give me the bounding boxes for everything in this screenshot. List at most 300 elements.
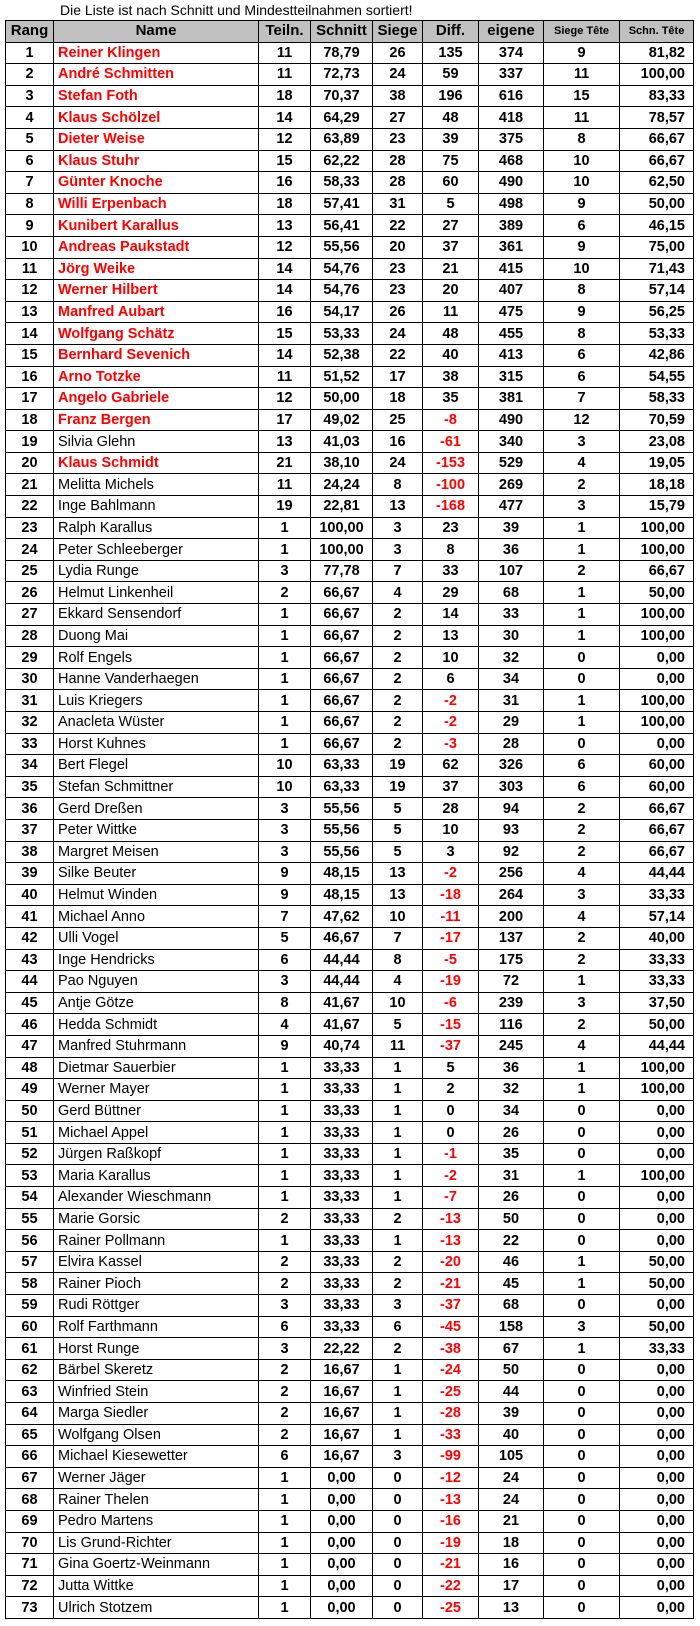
name-cell: Arno Totzke — [54, 366, 259, 388]
rang-cell: 3 — [6, 85, 54, 107]
eigene-cell: 92 — [479, 841, 544, 863]
schn-tete-cell: 0,00 — [620, 733, 694, 755]
siege-cell: 16 — [373, 431, 423, 453]
siege-tete-cell: 10 — [544, 172, 620, 194]
siege-cell: 3 — [373, 1295, 423, 1317]
schn-tete-cell: 44,44 — [620, 863, 694, 885]
schnitt-cell: 48,15 — [311, 863, 373, 885]
schnitt-cell: 54,76 — [311, 258, 373, 280]
schnitt-cell: 16,67 — [311, 1446, 373, 1468]
schnitt-cell: 0,00 — [311, 1575, 373, 1597]
diff-cell: -13 — [423, 1230, 479, 1252]
schn-tete-cell: 100,00 — [620, 625, 694, 647]
schnitt-cell: 63,33 — [311, 776, 373, 798]
teiln-cell: 1 — [259, 1165, 311, 1187]
eigene-cell: 94 — [479, 798, 544, 820]
eigene-cell: 28 — [479, 733, 544, 755]
rang-cell: 12 — [6, 280, 54, 302]
diff-cell: -19 — [423, 1532, 479, 1554]
schnitt-cell: 66,67 — [311, 733, 373, 755]
table-row — [6, 604, 694, 626]
table-row — [6, 733, 694, 755]
siege-cell: 5 — [373, 819, 423, 841]
schnitt-cell: 62,22 — [311, 150, 373, 172]
eigene-cell: 361 — [479, 236, 544, 258]
diff-cell: -17 — [423, 927, 479, 949]
table-row — [6, 517, 694, 539]
siege-cell: 1 — [373, 1122, 423, 1144]
table-row — [6, 1554, 694, 1576]
teiln-cell: 2 — [259, 1251, 311, 1273]
teiln-cell: 1 — [259, 1143, 311, 1165]
siege-cell: 7 — [373, 560, 423, 582]
table-row — [6, 172, 694, 194]
eigene-cell: 239 — [479, 992, 544, 1014]
siege-tete-cell: 9 — [544, 42, 620, 64]
schnitt-cell: 24,24 — [311, 474, 373, 496]
schn-tete-cell: 15,79 — [620, 496, 694, 518]
diff-cell: 5 — [423, 193, 479, 215]
name-cell: Manfred Stuhrmann — [54, 1035, 259, 1057]
diff-cell: 48 — [423, 323, 479, 345]
schn-tete-cell: 50,00 — [620, 193, 694, 215]
rang-cell: 61 — [6, 1338, 54, 1360]
diff-cell: 20 — [423, 280, 479, 302]
siege-tete-cell: 1 — [544, 625, 620, 647]
schn-tete-cell: 66,67 — [620, 128, 694, 150]
schnitt-cell: 70,37 — [311, 85, 373, 107]
teiln-cell: 1 — [259, 1057, 311, 1079]
schnitt-cell: 55,56 — [311, 236, 373, 258]
siege-cell: 38 — [373, 85, 423, 107]
schn-tete-cell: 0,00 — [620, 1100, 694, 1122]
teiln-cell: 3 — [259, 560, 311, 582]
name-cell: Inge Hendricks — [54, 949, 259, 971]
eigene-cell: 418 — [479, 107, 544, 129]
eigene-cell: 50 — [479, 1359, 544, 1381]
eigene-cell: 337 — [479, 64, 544, 86]
rang-cell: 69 — [6, 1510, 54, 1532]
teiln-cell: 1 — [259, 647, 311, 669]
teiln-cell: 1 — [259, 1122, 311, 1144]
table-row — [6, 64, 694, 86]
name-cell: Horst Kuhnes — [54, 733, 259, 755]
eigene-cell: 36 — [479, 539, 544, 561]
siege-tete-cell: 0 — [544, 1381, 620, 1403]
diff-cell: 75 — [423, 150, 479, 172]
teiln-cell: 1 — [259, 1230, 311, 1252]
name-cell: Klaus Schölzel — [54, 107, 259, 129]
eigene-cell: 245 — [479, 1035, 544, 1057]
schn-tete-cell: 50,00 — [620, 582, 694, 604]
schnitt-cell: 16,67 — [311, 1359, 373, 1381]
eigene-cell: 137 — [479, 927, 544, 949]
schn-tete-cell: 0,00 — [620, 1403, 694, 1425]
schnitt-cell: 33,33 — [311, 1165, 373, 1187]
diff-cell: -25 — [423, 1381, 479, 1403]
schnitt-cell: 55,56 — [311, 798, 373, 820]
siege-cell: 24 — [373, 64, 423, 86]
name-cell: Gina Goertz-Weinmann — [54, 1554, 259, 1576]
col-header-schn-tete: Schn. Tête — [620, 21, 694, 43]
siege-tete-cell: 4 — [544, 863, 620, 885]
diff-cell: -28 — [423, 1403, 479, 1425]
teiln-cell: 21 — [259, 452, 311, 474]
schnitt-cell: 66,67 — [311, 690, 373, 712]
eigene-cell: 175 — [479, 949, 544, 971]
name-cell: Bernhard Sevenich — [54, 344, 259, 366]
schn-tete-cell: 50,00 — [620, 1316, 694, 1338]
schnitt-cell: 66,67 — [311, 712, 373, 734]
name-cell: Stefan Foth — [54, 85, 259, 107]
rang-cell: 51 — [6, 1122, 54, 1144]
rang-cell: 5 — [6, 128, 54, 150]
rang-cell: 63 — [6, 1381, 54, 1403]
schnitt-cell: 16,67 — [311, 1403, 373, 1425]
schnitt-cell: 0,00 — [311, 1467, 373, 1489]
diff-cell: -61 — [423, 431, 479, 453]
rang-cell: 14 — [6, 323, 54, 345]
table-row — [6, 452, 694, 474]
name-cell: Michael Kiesewetter — [54, 1446, 259, 1468]
table-row — [6, 927, 694, 949]
rang-cell: 21 — [6, 474, 54, 496]
teiln-cell: 1 — [259, 1187, 311, 1209]
rang-cell: 67 — [6, 1467, 54, 1489]
schnitt-cell: 33,33 — [311, 1295, 373, 1317]
name-cell: Helmut Linkenheil — [54, 582, 259, 604]
rang-cell: 68 — [6, 1489, 54, 1511]
table-row — [6, 409, 694, 431]
rang-cell: 41 — [6, 906, 54, 928]
table-row — [6, 863, 694, 885]
table-row — [6, 193, 694, 215]
table-row — [6, 1273, 694, 1295]
siege-tete-cell: 0 — [544, 1295, 620, 1317]
schnitt-cell: 77,78 — [311, 560, 373, 582]
siege-tete-cell: 1 — [544, 712, 620, 734]
name-cell: Silvia Glehn — [54, 431, 259, 453]
table-row — [6, 1316, 694, 1338]
table-row — [6, 1014, 694, 1036]
eigene-cell: 13 — [479, 1597, 544, 1619]
schnitt-cell: 66,67 — [311, 582, 373, 604]
siege-tete-cell: 2 — [544, 560, 620, 582]
teiln-cell: 3 — [259, 1295, 311, 1317]
rang-cell: 19 — [6, 431, 54, 453]
diff-cell: -37 — [423, 1035, 479, 1057]
rang-cell: 57 — [6, 1251, 54, 1273]
schn-tete-cell: 0,00 — [620, 1554, 694, 1576]
col-header-siege-tete: Siege Tête — [544, 21, 620, 43]
teiln-cell: 1 — [259, 712, 311, 734]
siege-tete-cell: 1 — [544, 582, 620, 604]
table-row — [6, 1381, 694, 1403]
diff-cell: -24 — [423, 1359, 479, 1381]
eigene-cell: 413 — [479, 344, 544, 366]
siege-tete-cell: 11 — [544, 107, 620, 129]
siege-cell: 17 — [373, 366, 423, 388]
name-cell: Werner Hilbert — [54, 280, 259, 302]
siege-cell: 2 — [373, 690, 423, 712]
teiln-cell: 1 — [259, 1467, 311, 1489]
table-row — [6, 1597, 694, 1619]
siege-cell: 3 — [373, 1446, 423, 1468]
rang-cell: 18 — [6, 409, 54, 431]
rang-cell: 16 — [6, 366, 54, 388]
eigene-cell: 340 — [479, 431, 544, 453]
siege-cell: 0 — [373, 1597, 423, 1619]
diff-cell: 37 — [423, 236, 479, 258]
rang-cell: 37 — [6, 819, 54, 841]
siege-tete-cell: 0 — [544, 1532, 620, 1554]
name-cell: Dietmar Sauerbier — [54, 1057, 259, 1079]
siege-tete-cell: 2 — [544, 949, 620, 971]
eigene-cell: 40 — [479, 1424, 544, 1446]
siege-cell: 13 — [373, 863, 423, 885]
schn-tete-cell: 0,00 — [620, 1230, 694, 1252]
diff-cell: -7 — [423, 1187, 479, 1209]
eigene-cell: 18 — [479, 1532, 544, 1554]
eigene-cell: 24 — [479, 1489, 544, 1511]
diff-cell: -2 — [423, 690, 479, 712]
col-header-siege: Siege — [373, 21, 423, 43]
rang-cell: 9 — [6, 215, 54, 237]
schnitt-cell: 46,67 — [311, 927, 373, 949]
siege-cell: 22 — [373, 344, 423, 366]
table-row — [6, 625, 694, 647]
siege-cell: 4 — [373, 582, 423, 604]
rang-cell: 50 — [6, 1100, 54, 1122]
schn-tete-cell: 50,00 — [620, 1251, 694, 1273]
name-cell: Rainer Pollmann — [54, 1230, 259, 1252]
eigene-cell: 468 — [479, 150, 544, 172]
schn-tete-cell: 33,33 — [620, 1338, 694, 1360]
schnitt-cell: 16,67 — [311, 1424, 373, 1446]
siege-tete-cell: 0 — [544, 1446, 620, 1468]
siege-cell: 1 — [373, 1403, 423, 1425]
name-cell: Dieter Weise — [54, 128, 259, 150]
diff-cell: -100 — [423, 474, 479, 496]
table-row — [6, 1424, 694, 1446]
siege-tete-cell: 2 — [544, 1014, 620, 1036]
schnitt-cell: 33,33 — [311, 1251, 373, 1273]
table-row — [6, 798, 694, 820]
diff-cell: 35 — [423, 388, 479, 410]
siege-tete-cell: 0 — [544, 1359, 620, 1381]
siege-cell: 24 — [373, 323, 423, 345]
rang-cell: 62 — [6, 1359, 54, 1381]
schnitt-cell: 22,81 — [311, 496, 373, 518]
schn-tete-cell: 60,00 — [620, 755, 694, 777]
diff-cell: 60 — [423, 172, 479, 194]
name-cell: Rudi Röttger — [54, 1295, 259, 1317]
table-row — [6, 582, 694, 604]
siege-tete-cell: 8 — [544, 323, 620, 345]
schnitt-cell: 33,33 — [311, 1122, 373, 1144]
table-row — [6, 42, 694, 64]
name-cell: Gerd Büttner — [54, 1100, 259, 1122]
siege-tete-cell: 0 — [544, 1122, 620, 1144]
rang-cell: 33 — [6, 733, 54, 755]
rang-cell: 11 — [6, 258, 54, 280]
table-row — [6, 1100, 694, 1122]
schnitt-cell: 33,33 — [311, 1273, 373, 1295]
rang-cell: 45 — [6, 992, 54, 1014]
teiln-cell: 1 — [259, 1100, 311, 1122]
siege-tete-cell: 3 — [544, 496, 620, 518]
name-cell: Rolf Engels — [54, 647, 259, 669]
siege-cell: 6 — [373, 1316, 423, 1338]
siege-tete-cell: 10 — [544, 258, 620, 280]
siege-cell: 8 — [373, 474, 423, 496]
name-cell: Jürgen Raßkopf — [54, 1143, 259, 1165]
schn-tete-cell: 0,00 — [620, 1424, 694, 1446]
siege-tete-cell: 0 — [544, 1230, 620, 1252]
table-row — [6, 1295, 694, 1317]
schnitt-cell: 100,00 — [311, 517, 373, 539]
teiln-cell: 9 — [259, 884, 311, 906]
name-cell: Jutta Wittke — [54, 1575, 259, 1597]
siege-cell: 10 — [373, 992, 423, 1014]
siege-tete-cell: 2 — [544, 819, 620, 841]
name-cell: Jörg Weike — [54, 258, 259, 280]
eigene-cell: 407 — [479, 280, 544, 302]
name-cell: Peter Wittke — [54, 819, 259, 841]
siege-tete-cell: 6 — [544, 755, 620, 777]
rang-cell: 26 — [6, 582, 54, 604]
rang-cell: 10 — [6, 236, 54, 258]
rang-cell: 42 — [6, 927, 54, 949]
table-row — [6, 258, 694, 280]
rang-cell: 7 — [6, 172, 54, 194]
siege-tete-cell: 3 — [544, 431, 620, 453]
diff-cell: 13 — [423, 625, 479, 647]
eigene-cell: 26 — [479, 1122, 544, 1144]
schnitt-cell: 66,67 — [311, 604, 373, 626]
siege-tete-cell: 3 — [544, 884, 620, 906]
table-row — [6, 539, 694, 561]
eigene-cell: 375 — [479, 128, 544, 150]
schn-tete-cell: 100,00 — [620, 690, 694, 712]
name-cell: Andreas Paukstadt — [54, 236, 259, 258]
name-cell: Peter Schleeberger — [54, 539, 259, 561]
siege-tete-cell: 0 — [544, 1489, 620, 1511]
siege-cell: 2 — [373, 625, 423, 647]
teiln-cell: 14 — [259, 107, 311, 129]
diff-cell: -5 — [423, 949, 479, 971]
siege-cell: 13 — [373, 884, 423, 906]
schn-tete-cell: 0,00 — [620, 668, 694, 690]
schn-tete-cell: 50,00 — [620, 1273, 694, 1295]
table-row — [6, 690, 694, 712]
schn-tete-cell: 33,33 — [620, 884, 694, 906]
teiln-cell: 14 — [259, 344, 311, 366]
diff-cell: 2 — [423, 1079, 479, 1101]
schnitt-cell: 49,02 — [311, 409, 373, 431]
diff-cell: 27 — [423, 215, 479, 237]
name-cell: Anacleta Wüster — [54, 712, 259, 734]
diff-cell: 28 — [423, 798, 479, 820]
diff-cell: -33 — [423, 1424, 479, 1446]
schnitt-cell: 40,74 — [311, 1035, 373, 1057]
schnitt-cell: 55,56 — [311, 841, 373, 863]
name-cell: Margret Meisen — [54, 841, 259, 863]
schn-tete-cell: 71,43 — [620, 258, 694, 280]
schn-tete-cell: 0,00 — [620, 1532, 694, 1554]
teiln-cell: 8 — [259, 992, 311, 1014]
schn-tete-cell: 70,59 — [620, 409, 694, 431]
siege-cell: 0 — [373, 1554, 423, 1576]
siege-cell: 8 — [373, 949, 423, 971]
schnitt-cell: 54,17 — [311, 301, 373, 323]
rang-cell: 54 — [6, 1187, 54, 1209]
schn-tete-cell: 100,00 — [620, 517, 694, 539]
diff-cell: -168 — [423, 496, 479, 518]
diff-cell: -25 — [423, 1597, 479, 1619]
table-row — [6, 1446, 694, 1468]
schnitt-cell: 33,33 — [311, 1079, 373, 1101]
schnitt-cell: 0,00 — [311, 1554, 373, 1576]
schnitt-cell: 33,33 — [311, 1187, 373, 1209]
eigene-cell: 34 — [479, 668, 544, 690]
schn-tete-cell: 18,18 — [620, 474, 694, 496]
table-row — [6, 1338, 694, 1360]
table-row — [6, 128, 694, 150]
teiln-cell: 14 — [259, 258, 311, 280]
rang-cell: 17 — [6, 388, 54, 410]
rang-cell: 52 — [6, 1143, 54, 1165]
rang-cell: 58 — [6, 1273, 54, 1295]
diff-cell: 10 — [423, 647, 479, 669]
eigene-cell: 93 — [479, 819, 544, 841]
col-header-eigene: eigene — [479, 21, 544, 43]
eigene-cell: 22 — [479, 1230, 544, 1252]
rang-cell: 35 — [6, 776, 54, 798]
teiln-cell: 2 — [259, 1424, 311, 1446]
table-row — [6, 776, 694, 798]
eigene-cell: 36 — [479, 1057, 544, 1079]
teiln-cell: 6 — [259, 1316, 311, 1338]
eigene-cell: 490 — [479, 409, 544, 431]
rang-cell: 66 — [6, 1446, 54, 1468]
eigene-cell: 34 — [479, 1100, 544, 1122]
eigene-cell: 68 — [479, 1295, 544, 1317]
schnitt-cell: 33,33 — [311, 1100, 373, 1122]
siege-cell: 0 — [373, 1467, 423, 1489]
teiln-cell: 1 — [259, 1575, 311, 1597]
siege-cell: 1 — [373, 1424, 423, 1446]
siege-cell: 28 — [373, 150, 423, 172]
siege-tete-cell: 1 — [544, 1251, 620, 1273]
diff-cell: -13 — [423, 1208, 479, 1230]
name-cell: Franz Bergen — [54, 409, 259, 431]
eigene-cell: 32 — [479, 647, 544, 669]
teiln-cell: 3 — [259, 841, 311, 863]
table-row — [6, 1575, 694, 1597]
schn-tete-cell: 56,25 — [620, 301, 694, 323]
siege-tete-cell: 0 — [544, 1554, 620, 1576]
siege-cell: 2 — [373, 604, 423, 626]
teiln-cell: 12 — [259, 236, 311, 258]
header-row — [6, 21, 694, 43]
diff-cell: -1 — [423, 1143, 479, 1165]
teiln-cell: 16 — [259, 172, 311, 194]
siege-tete-cell: 8 — [544, 280, 620, 302]
table-row — [6, 1208, 694, 1230]
table-row — [6, 668, 694, 690]
siege-tete-cell: 1 — [544, 517, 620, 539]
